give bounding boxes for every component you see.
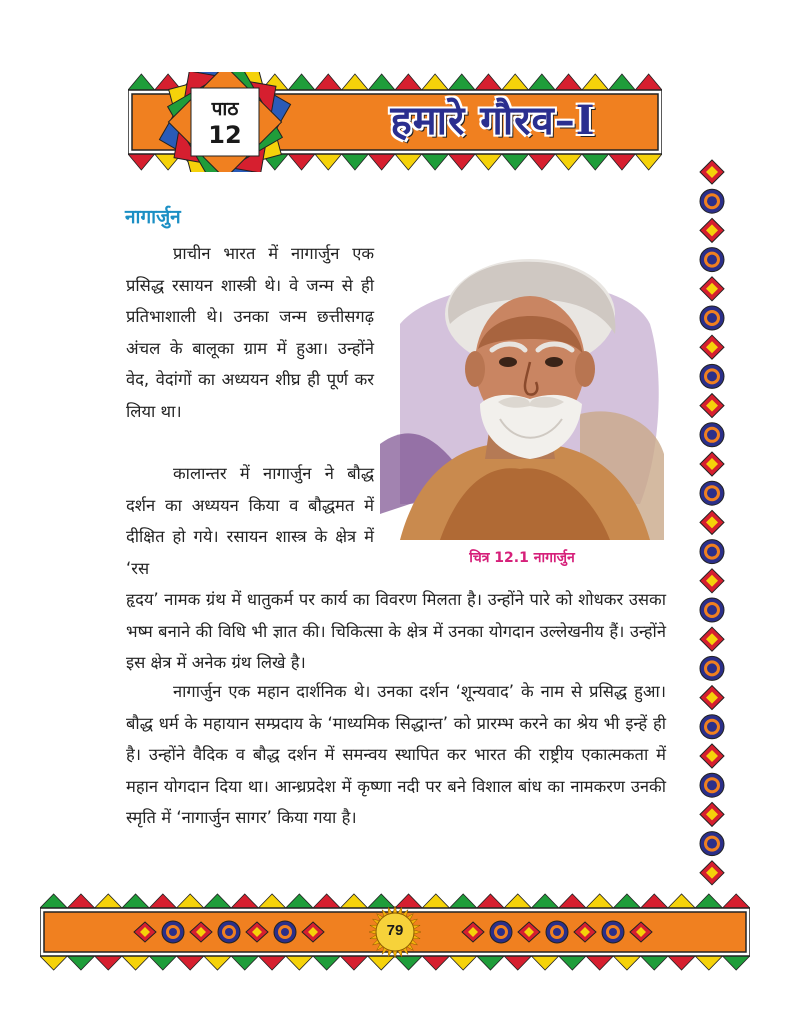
header-bottom-triangle — [422, 154, 449, 170]
header-top-triangle — [368, 74, 395, 90]
footer-bottom-triangle — [559, 956, 586, 970]
section-heading: नागार्जुन — [125, 206, 181, 228]
footer-bottom-triangle — [613, 956, 640, 970]
footer-bottom-triangle — [313, 956, 340, 970]
header-bottom-triangle — [448, 154, 475, 170]
footer-bottom-triangle — [477, 956, 504, 970]
footer-bottom-triangle — [40, 956, 67, 970]
footer-top-triangle — [586, 894, 613, 908]
footer-top-triangle — [40, 894, 67, 908]
footer-top-triangle — [177, 894, 204, 908]
footer-bottom-triangle — [340, 956, 367, 970]
footer-bottom-triangle — [286, 956, 313, 970]
header-top-triangle — [529, 74, 556, 90]
page-number: 79 — [386, 922, 404, 939]
header-bottom-triangle — [609, 154, 636, 170]
border-circle-center — [707, 605, 717, 615]
footer-top-triangle — [641, 894, 668, 908]
border-circle-center — [707, 313, 717, 323]
footer-top-triangle — [122, 894, 149, 908]
header-top-triangle — [448, 74, 475, 90]
footer-bottom-triangle — [204, 956, 231, 970]
border-circle-center — [707, 488, 717, 498]
footer-bottom-triangle — [450, 956, 477, 970]
header-top-triangle — [609, 74, 636, 90]
footer-bottom-triangle — [695, 956, 722, 970]
header-top-triangle — [555, 74, 582, 90]
figure-caption: चित्र 12.1 नागार्जुन — [469, 550, 575, 566]
header-bottom-triangle — [368, 154, 395, 170]
footer-bottom-triangle — [668, 956, 695, 970]
header-bottom-triangle — [529, 154, 556, 170]
footer-bottom-triangle — [149, 956, 176, 970]
footer-top-triangle — [613, 894, 640, 908]
footer-bottom-triangle — [231, 956, 258, 970]
footer-top-triangle — [340, 894, 367, 908]
header-top-triangle — [422, 74, 449, 90]
paragraph-1-continued: हृदय’ नामक ग्रंथ में धातुकर्म पर कार्य का विवरण मिलता है। उन्होंने पारे को शोधकर उसका भष्म बनाने की विधि भी ज्ञात की। चिकित्सा के क्षेत्र में उनका योगदान उल्लेखनीय हैं। उन्होंने इस क्षेत्र में अनेक ग्रंथ लिखे है। — [126, 590, 666, 672]
footer-bottom-triangle — [177, 956, 204, 970]
header-top-triangle — [128, 74, 155, 90]
footer-top-triangle — [450, 894, 477, 908]
footer-circle-center — [169, 928, 177, 936]
header-top-triangle — [582, 74, 609, 90]
header-bottom-triangle — [475, 154, 502, 170]
footer-top-triangle — [231, 894, 258, 908]
paragraph-1-start: कालान्तर में नागार्जुन ने बौद्ध दर्शन का अध्ययन किया व बौद्धमत में दीक्षित हो गये। रसायन शास्त्र के क्षेत्र में ‘रस — [126, 464, 374, 578]
header-bottom-triangle — [342, 154, 369, 170]
header-bottom-triangle — [582, 154, 609, 170]
chapter-title: हमारे गौरव–I — [390, 97, 596, 144]
paragraph-2: नागार्जुन एक महान दार्शनिक थे। उनका दर्शन ‘शून्यवाद’ के नाम से प्रसिद्ध हुआ। बौद्ध धर्म के महायान सम्प्रदाय के ‘माध्यमिक सिद्धान्त’ को प्रारम्भ करने का श्रेय भी इन्हें ही है। उन्होंने वैदिक व बौद्ध दर्शन में समन्वय स्थापित कर भारत की राष्ट्रीय एकात्मकता में महान योगदान दिया था। आन्ध्रप्रदेश में कृष्णा नदी पर बने विशाल बांध का नामकरण उनकी स्मृति में ‘नागार्जुन सागर’ किया गया है। — [126, 682, 666, 827]
footer-bottom-triangle — [504, 956, 531, 970]
footer-circle-center — [281, 928, 289, 936]
footer-bottom-triangle — [67, 956, 94, 970]
header-bottom-triangle — [555, 154, 582, 170]
header-bottom-triangle — [502, 154, 529, 170]
lesson-badge-label: पाठ — [211, 98, 239, 120]
footer-bottom-triangle — [368, 956, 395, 970]
footer-bottom-triangle — [95, 956, 122, 970]
footer-bottom-triangle — [586, 956, 613, 970]
lesson-badge-number: 12 — [208, 121, 242, 149]
footer-top-triangle — [204, 894, 231, 908]
footer-top-triangle — [258, 894, 285, 908]
footer-bottom-triangle — [395, 956, 422, 970]
header-top-triangle — [288, 74, 315, 90]
header-top-triangle — [635, 74, 662, 90]
footer-bottom-triangle — [723, 956, 750, 970]
footer-top-triangle — [95, 894, 122, 908]
footer-top-triangle — [313, 894, 340, 908]
footer-bottom-triangle — [258, 956, 285, 970]
footer-top-triangle — [504, 894, 531, 908]
border-circle-center — [707, 839, 717, 849]
footer-circle-center — [553, 928, 561, 936]
footer-bottom-triangle — [531, 956, 558, 970]
footer-top-triangle — [723, 894, 750, 908]
header-top-triangle — [502, 74, 529, 90]
footer-bottom-triangle — [122, 956, 149, 970]
footer-top-triangle — [668, 894, 695, 908]
footer-top-triangle — [395, 894, 422, 908]
header-bottom-triangle — [288, 154, 315, 170]
border-circle-center — [707, 547, 717, 557]
footer-bottom-triangle — [641, 956, 668, 970]
header-bottom-triangle — [315, 154, 342, 170]
border-circle-center — [707, 371, 717, 381]
footer-top-triangle — [559, 894, 586, 908]
header-top-triangle — [475, 74, 502, 90]
header-top-triangle — [395, 74, 422, 90]
footer-top-triangle — [67, 894, 94, 908]
border-circle-center — [707, 663, 717, 673]
border-circle-center — [707, 722, 717, 732]
header-bottom-triangle — [635, 154, 662, 170]
footer-top-triangle — [477, 894, 504, 908]
footer-bottom-triangle — [422, 956, 449, 970]
footer-top-triangle — [149, 894, 176, 908]
footer-top-triangle — [695, 894, 722, 908]
footer-top-triangle — [422, 894, 449, 908]
footer-top-triangle — [531, 894, 558, 908]
footer-circle-center — [609, 928, 617, 936]
chapter-header-banner — [128, 72, 662, 172]
right-decorative-border — [694, 158, 730, 888]
border-circle-center — [707, 780, 717, 790]
footer-top-triangle — [368, 894, 395, 908]
border-circle-center — [707, 196, 717, 206]
header-top-triangle — [315, 74, 342, 90]
nagarjuna-portrait — [380, 254, 664, 540]
border-circle-center — [707, 255, 717, 265]
header-top-triangle — [342, 74, 369, 90]
header-bottom-triangle — [395, 154, 422, 170]
header-bottom-triangle — [128, 154, 155, 170]
border-circle-center — [707, 430, 717, 440]
intro-paragraph: प्राचीन भारत में नागार्जुन एक प्रसिद्ध रसायन शास्त्री थे। वे जन्म से ही प्रतिभाशाली थे। उनका जन्म छत्तीसगढ़ अंचल के बालूका ग्राम में हुआ। उन्होंने वेद, वेदांगों का अध्ययन शीघ्र ही पूर्ण कर लिया था। — [126, 244, 374, 421]
page-footer-banner — [40, 892, 750, 972]
footer-circle-center — [225, 928, 233, 936]
footer-circle-center — [497, 928, 505, 936]
footer-top-triangle — [286, 894, 313, 908]
